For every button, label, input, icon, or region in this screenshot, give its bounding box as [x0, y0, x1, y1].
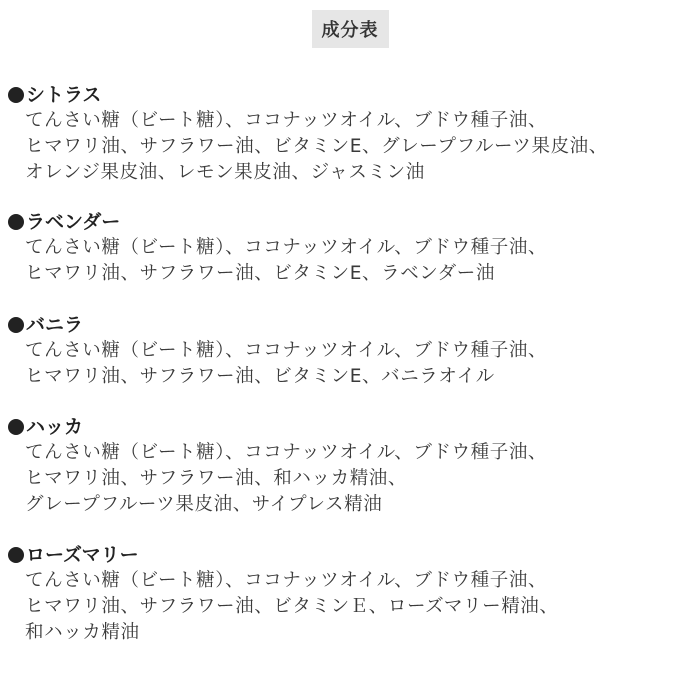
ingredient-line: てんさい糖（ビート糖）、ココナッツオイル、ブドウ種子油、	[25, 110, 548, 131]
section-name: ローズマリー	[26, 544, 139, 566]
ingredient-line: ヒマワリ油、サフラワー油、和ハッカ精油、	[25, 468, 408, 489]
section-heading	[8, 414, 688, 440]
page-title: 成分表	[312, 10, 389, 48]
bullet-icon	[8, 214, 24, 230]
section-citrus	[8, 82, 688, 186]
section-heading	[8, 209, 688, 235]
section-name: ハッカ	[26, 416, 84, 438]
section-heading	[8, 82, 688, 108]
bullet-icon	[8, 419, 24, 435]
ingredient-line: ヒマワリ油、サフラワー油、ビタミンE、バニラオイル	[25, 366, 495, 387]
ingredient-line: 和ハッカ精油	[25, 622, 140, 643]
bullet-icon	[8, 317, 24, 333]
section-name: ラベンダー	[26, 211, 121, 233]
section-mint	[8, 414, 688, 518]
section-vanilla	[8, 312, 688, 390]
ingredient-line: オレンジ果皮油、レモン果皮油、ジャスミン油	[25, 162, 425, 183]
ingredient-line: ヒマワリ油、サフラワー油、ビタミンE、ラベンダー油	[25, 263, 495, 284]
ingredient-line: てんさい糖（ビート糖）、ココナッツオイル、ブドウ種子油、	[25, 340, 548, 361]
section-heading	[8, 542, 688, 568]
bullet-icon	[8, 547, 24, 563]
section-name: バニラ	[26, 314, 84, 336]
title-container	[0, 10, 700, 48]
section-lavender	[8, 209, 688, 287]
ingredient-line: てんさい糖（ビート糖）、ココナッツオイル、ブドウ種子油、	[25, 570, 548, 591]
bullet-icon	[8, 87, 24, 103]
ingredient-line: ヒマワリ油、サフラワー油、ビタミンE、グレープフルーツ果皮油、	[25, 136, 608, 157]
ingredient-line: てんさい糖（ビート糖）、ココナッツオイル、ブドウ種子油、	[25, 442, 548, 463]
section-heading	[8, 312, 688, 338]
section-rosemary	[8, 542, 688, 646]
ingredient-line: ヒマワリ油、サフラワー油、ビタミンＥ、ローズマリー精油、	[25, 596, 559, 617]
ingredient-line: てんさい糖（ビート糖）、ココナッツオイル、ブドウ種子油、	[25, 237, 548, 258]
section-name: シトラス	[26, 84, 102, 106]
ingredient-line: グレープフルーツ果皮油、サイプレス精油	[25, 494, 383, 515]
